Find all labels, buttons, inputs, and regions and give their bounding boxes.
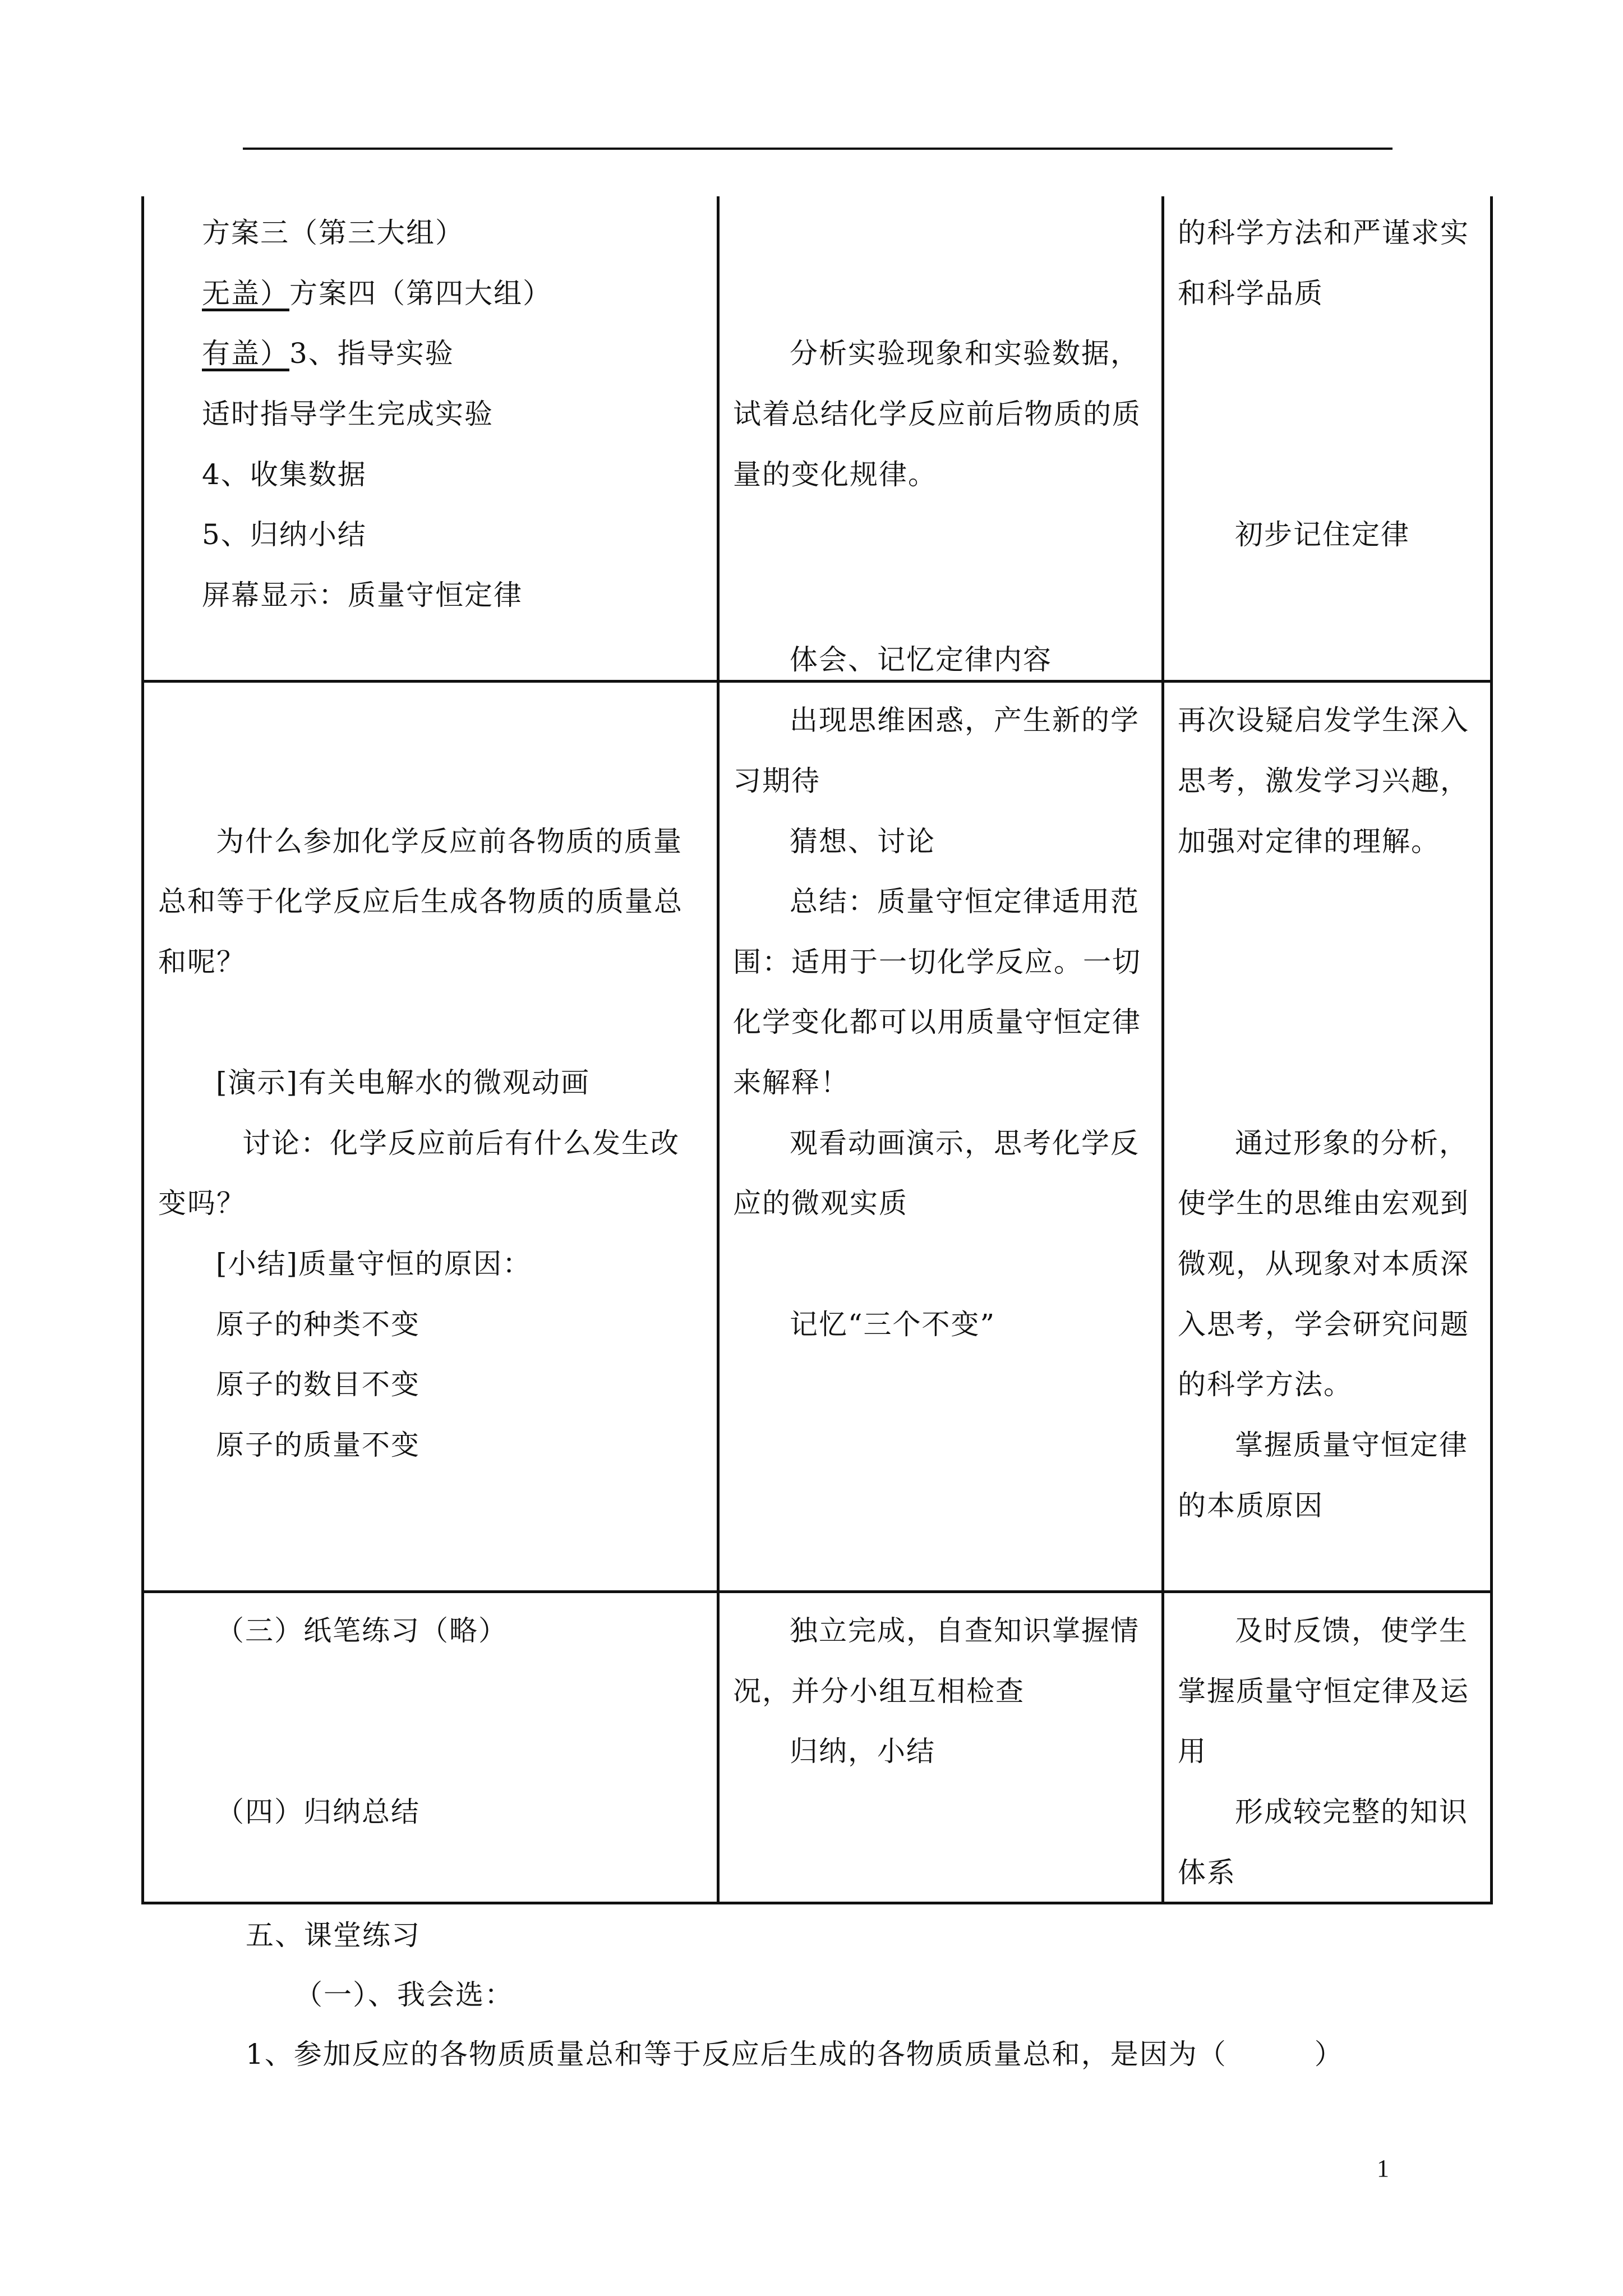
- row2-col2-line8: 观看动画演示，思考化学反: [790, 1127, 1140, 1159]
- row2-col2-line6: 化学变化都可以用质量守恒定律: [733, 1006, 1141, 1038]
- table-divider-1: [717, 196, 720, 1904]
- table-divider-2: [1161, 196, 1164, 1904]
- row2-col1-line8: 原子的种类不变: [216, 1308, 420, 1341]
- row1-col2-line3: 量的变化规律。: [733, 458, 937, 491]
- row2-col2-line1: 出现思维困惑，产生新的学: [790, 704, 1140, 737]
- row3-col1-line1: （三）纸笔练习（略）: [216, 1614, 508, 1647]
- row2-col3-line4: 通过形象的分析，: [1235, 1127, 1468, 1159]
- row2-col1-line7: [小结]质量守恒的原因：: [216, 1248, 532, 1280]
- row2-col2-line9: 应的微观实质: [733, 1187, 908, 1220]
- row2-col3-line1: 再次设疑启发学生深入: [1178, 704, 1469, 737]
- section-title: 五、课堂练习: [246, 1919, 421, 1952]
- row3-col3-line3: 用: [1178, 1735, 1207, 1768]
- row3-col2-line3: 归纳，小结: [790, 1735, 935, 1768]
- row2-col2-line4: 总结：质量守恒定律适用范: [790, 885, 1140, 918]
- row1-col2-line1: 分析实验现象和实验数据，: [790, 337, 1140, 370]
- row2-col1-line6: 变吗？: [158, 1187, 246, 1220]
- row1-col2-line4: 体会、记忆定律内容: [790, 643, 1052, 676]
- row2-col3-line3: 加强对定律的理解。: [1178, 825, 1440, 858]
- row2-col1-line9: 原子的数目不变: [216, 1368, 420, 1401]
- underlined-text: 有盖）: [202, 337, 289, 370]
- row2-col3-line9: 掌握质量守恒定律: [1235, 1429, 1468, 1461]
- row1-col1-line1: 方案三（第三大组）: [202, 217, 464, 249]
- row2-col2-line5: 围：适用于一切化学反应。一切: [733, 946, 1141, 978]
- row3-col1-line2: （四）归纳总结: [216, 1796, 420, 1828]
- question-1: 1、参加反应的各物质质量总和等于反应后生成的各物质质量总和，是因为（ ）: [246, 2038, 1344, 2070]
- row2-col1-line5: 讨论：化学反应前后有什么发生改: [242, 1127, 680, 1159]
- row2-col2-line10: 记忆“三个不变”: [790, 1308, 996, 1341]
- row2-col3-line2: 思考，激发学习兴趣，: [1178, 765, 1469, 797]
- row2-col1-line3: 和呢？: [158, 946, 246, 978]
- header-rule: [243, 148, 1393, 150]
- row2-col2-line3: 猜想、讨论: [790, 825, 935, 858]
- row3-col3-line4: 形成较完整的知识: [1235, 1796, 1468, 1828]
- row2-col1-line10: 原子的质量不变: [216, 1429, 420, 1461]
- row2-col3-line7: 入思考，学会研究问题: [1178, 1308, 1469, 1341]
- row2-col2-line7: 来解释！: [733, 1066, 850, 1099]
- table-border-bottom: [141, 1902, 1493, 1904]
- row2-col3-line5: 使学生的思维由宏观到: [1178, 1187, 1469, 1220]
- subsection-title: （一）、我会选：: [294, 1978, 514, 2011]
- row2-col3-line8: 的科学方法。: [1178, 1368, 1353, 1401]
- row3-col3-line1: 及时反馈，使学生: [1235, 1614, 1468, 1647]
- row1-col1-line6: 5、归纳小结: [202, 518, 367, 551]
- row3-col2-line1: 独立完成，自查知识掌握情: [790, 1614, 1140, 1647]
- row1-col1-line4: 适时指导学生完成实验: [202, 398, 494, 430]
- page-number: 1: [1377, 2155, 1389, 2182]
- underlined-text: 无盖）: [202, 277, 289, 310]
- row2-col2-line2: 习期待: [733, 765, 820, 797]
- row1-col3-line2: 和科学品质: [1178, 277, 1324, 310]
- row2-col3-line6: 微观，从现象对本质深: [1178, 1248, 1469, 1280]
- row3-col2-line2: 况，并分小组互相检查: [733, 1675, 1025, 1708]
- row2-col1-line4: [演示]有关电解水的微观动画: [216, 1066, 591, 1099]
- row1-col3-line3: 初步记住定律: [1235, 518, 1410, 551]
- row2-col1-line1: 为什么参加化学反应前各物质的质量: [216, 825, 683, 858]
- row1-col1-line3: 有盖）3、指导实验: [202, 337, 454, 370]
- row1-col3-line1: 的科学方法和严谨求实: [1178, 217, 1469, 249]
- row1-col1-line5: 4、收集数据: [202, 458, 367, 491]
- row3-col3-line2: 掌握质量守恒定律及运: [1178, 1675, 1469, 1708]
- row-separator-1: [141, 680, 1493, 683]
- row2-col3-line10: 的本质原因: [1178, 1489, 1324, 1522]
- row-separator-2: [141, 1590, 1493, 1593]
- row1-col2-line2: 试着总结化学反应前后物质的质: [733, 398, 1141, 430]
- row1-col1-line7: 屏幕显示：质量守恒定律: [202, 579, 523, 611]
- table-border-left: [141, 196, 144, 1904]
- row3-col3-line5: 体系: [1178, 1856, 1236, 1889]
- row1-col1-line2: 无盖）方案四（第四大组）: [202, 277, 552, 310]
- row2-col1-line2: 总和等于化学反应后生成各物质的质量总: [158, 885, 683, 918]
- table-border-right: [1490, 196, 1493, 1904]
